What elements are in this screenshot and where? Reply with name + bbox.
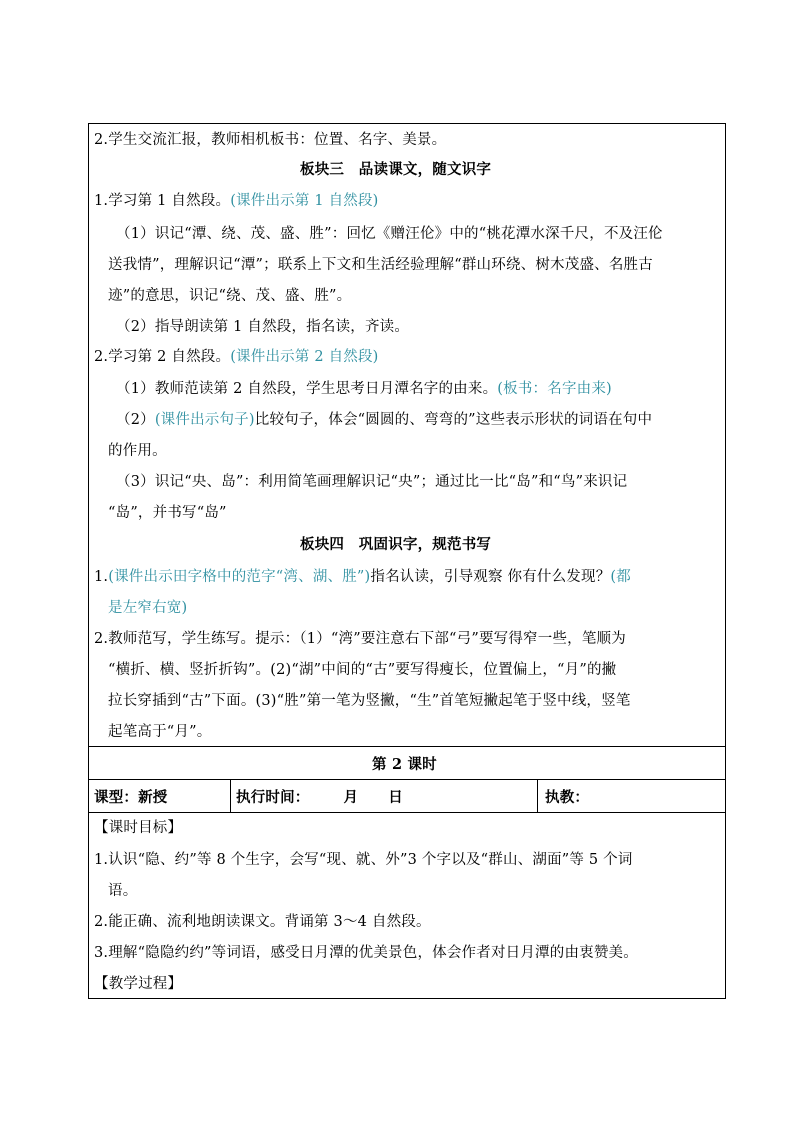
courseware-hint: (课件出示第 1 自然段) xyxy=(230,193,379,209)
block3-heading: 板块三 品读课文，随文识字 xyxy=(300,161,492,178)
paragraph-line: （3）识记“央、岛”：利用简笔画理解识记“央”；通过比一比“岛”和“鸟”来识记 xyxy=(116,474,628,490)
execution-time xyxy=(236,788,403,808)
goal-line: 1.认识“隐、约”等 8 个生字，会写“现、就、外”3 个字以及“群山、湖面”等 5 个词 xyxy=(94,852,633,868)
process-title: 【教学过程】 xyxy=(94,976,183,992)
paragraph-line xyxy=(116,379,612,399)
report-line: 2.学生交流汇报，教师相机板书：位置、名字、美景。 xyxy=(94,132,447,148)
answer-hint: (都 xyxy=(610,569,631,585)
paragraph-text: （2） xyxy=(116,412,155,428)
step-text: 2.学习第 2 自然段。 xyxy=(94,349,231,365)
cell-divider xyxy=(230,779,231,812)
paragraph-line: （1）识记“潭、绕、茂、盛、胜”：回忆《赠汪伦》中的“桃花潭水深千尺，不及汪伦 xyxy=(116,226,663,242)
day-label: 日 xyxy=(388,789,403,806)
courseware-hint: (课件出示第 2 自然段) xyxy=(230,349,379,365)
paragraph-line xyxy=(116,410,652,430)
step-text: 1. xyxy=(94,569,109,585)
paragraph-line: “横折、横、竖折折钩”。(2)“湖”中间的“古”要写得瘦长，位置偏上，“月”的撇 xyxy=(108,662,617,678)
paragraph-line: 起笔高于“月”。 xyxy=(108,724,212,740)
paragraph-text: 比较句子，体会“圆圆的、弯弯的”这些表示形状的词语在句中 xyxy=(254,412,653,428)
step-1-line xyxy=(94,567,631,587)
paragraph-line: 送我情”，理解识记“潭”；联系上下文和生活经验理解“群山环绕、树木茂盛、名胜古 xyxy=(108,257,653,273)
paragraph-line: 的作用。 xyxy=(108,443,167,459)
courseware-hint: (课件出示田字格中的范字“湾、湖、胜”) xyxy=(108,569,371,585)
month-label: 月 xyxy=(343,789,359,806)
blackboard-hint: (板书：名字由来) xyxy=(497,381,612,397)
block4-heading: 板块四 巩固识字，规范书写 xyxy=(300,536,492,553)
table-divider xyxy=(89,779,725,780)
step-2-line: 2.教师范写，学生练写。提示：（1）“湾”要注意右下部“弓”要写得窄一些，笔顺为 xyxy=(94,631,626,647)
time-label: 执行时间： xyxy=(236,789,310,806)
step-text: 1.学习第 1 自然段。 xyxy=(94,193,231,209)
cell-divider xyxy=(537,779,538,812)
goal-line: 3.理解“隐隐约约”等词语，感受日月潭的优美景色，体会作者对日月潭的由衷赞美。 xyxy=(94,945,638,961)
goals-title: 【课时目标】 xyxy=(94,820,183,836)
lesson-type xyxy=(94,788,168,808)
courseware-hint: (课件出示句子) xyxy=(154,412,255,428)
teacher-label: 执教： xyxy=(545,789,590,806)
step-1-line xyxy=(94,191,379,211)
paragraph-line: “岛”，并书写“岛” xyxy=(108,505,227,521)
paragraph-line: 拉长穿插到“古”下面。(3)“胜”第一笔为竖撇，“生”首笔短撇起笔于竖中线，竖笔 xyxy=(108,693,631,709)
lesson-title: 第 2 课时 xyxy=(372,756,437,773)
paragraph-line: 迹”的意思，识记“绕、茂、盛、胜”。 xyxy=(108,288,352,304)
paragraph-line: （2）指导朗读第 1 自然段，指名读，齐读。 xyxy=(116,319,410,335)
answer-hint: 是左窄右宽) xyxy=(108,600,188,616)
step-2-line xyxy=(94,347,379,367)
goal-line: 语。 xyxy=(108,883,138,899)
table-divider xyxy=(89,812,725,813)
lesson-type-text: 课型：新授 xyxy=(94,789,168,806)
table-divider xyxy=(89,746,725,747)
goal-line: 2.能正确、流利地朗读课文。背诵第 3～4 自然段。 xyxy=(94,914,431,930)
paragraph-text: （1）教师范读第 2 自然段，学生思考日月潭名字的由来。 xyxy=(116,381,498,397)
step-text: 指名认读，引导观察 你有什么发现？ xyxy=(370,569,611,585)
